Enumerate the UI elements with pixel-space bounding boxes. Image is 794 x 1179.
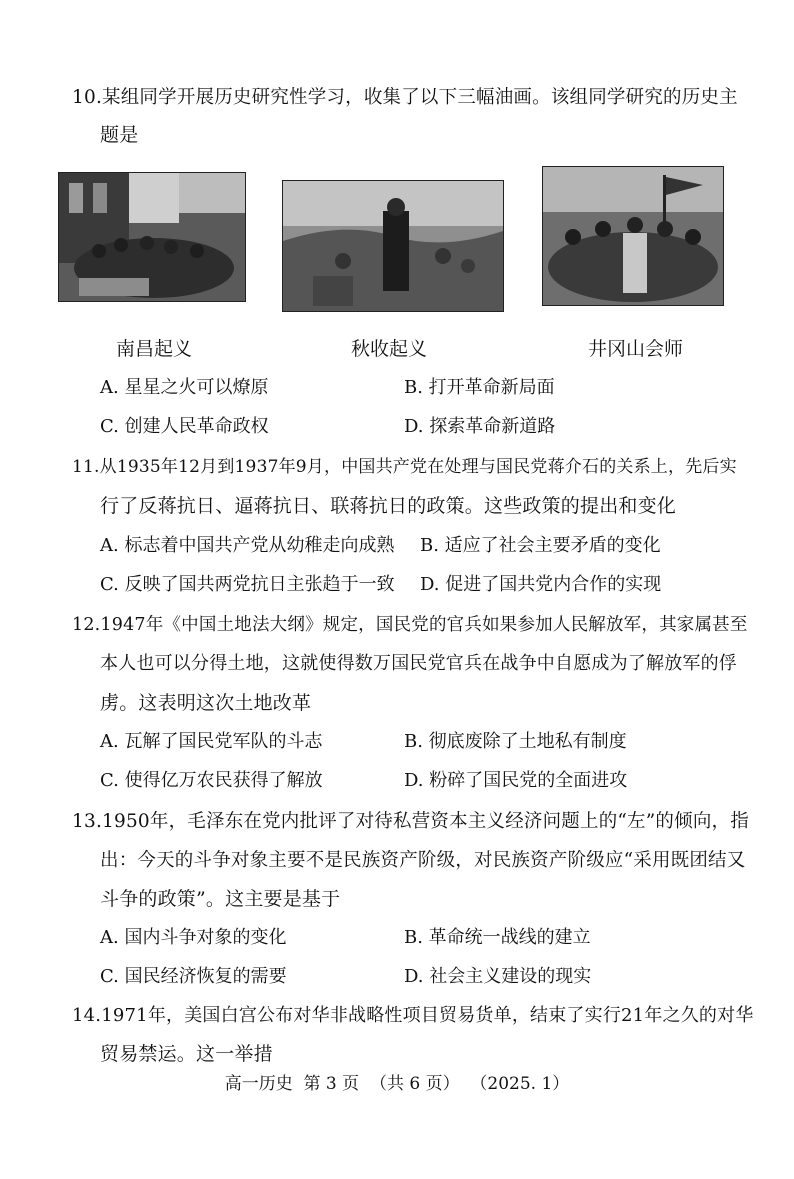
q14-stem-line2: 贸易禁运。这一举措: [100, 1043, 273, 1065]
q10-option-b: B. 打开革命新局面: [404, 377, 555, 398]
q11-stem-line1: 11.从1935年12月到1937年9月，中国共产党在处理与国民党蒋介石的关系上，先后实: [72, 457, 737, 477]
q11-option-a: A. 标志着中国共产党从幼稚走向成熟: [100, 535, 395, 556]
q12-stem-line3: 虏。这表明这次土地改革: [100, 692, 312, 714]
q10-stem-line2: 题是: [100, 124, 139, 146]
q12-option-b: B. 彻底废除了土地私有制度: [404, 731, 627, 752]
q12-stem-line1: 12.1947年《中国土地法大纲》规定，国民党的官兵如果参加人民解放军，其家属甚至: [72, 615, 748, 635]
q13-stem-line2: 出：今天的斗争对象主要不是民族资产阶级，对民族资产阶级应“采用既团结又: [100, 850, 746, 871]
q11-option-b: B. 适应了社会主要矛盾的变化: [420, 535, 661, 556]
caption-autumn-harvest: 秋收起义: [351, 338, 428, 360]
q13-option-d: D. 社会主义建设的现实: [404, 966, 592, 987]
painting-nanchang-uprising: [58, 172, 246, 302]
q13-option-c: C. 国民经济恢复的需要: [100, 966, 287, 987]
page-footer: 高一历史 第 3 页 （共 6 页） （2025. 1）: [224, 1074, 570, 1094]
q12-stem-line2: 本人也可以分得土地，这就使得数万国民党官兵在战争中自愿成为了解放军的俘: [100, 653, 737, 674]
painting-autumn-harvest-uprising: [282, 180, 504, 312]
q12-option-a: A. 瓦解了国民党军队的斗志: [100, 731, 323, 752]
q13-option-b: B. 革命统一战线的建立: [404, 927, 591, 948]
q13-option-a: A. 国内斗争对象的变化: [100, 927, 287, 948]
q10-option-d: D. 探索革命新道路: [404, 416, 556, 437]
q10-option-c: C. 创建人民革命政权: [100, 416, 269, 437]
q11-option-c: C. 反映了国共两党抗日主张趋于一致: [100, 574, 395, 595]
q12-option-c: C. 使得亿万农民获得了解放: [100, 770, 323, 791]
q10-option-a: A. 星星之火可以燎原: [100, 377, 269, 398]
painting-jinggangshan-meeting: [542, 166, 724, 306]
caption-jinggangshan: 井冈山会师: [588, 338, 684, 360]
q13-stem-line3: 斗争的政策”。这主要是基于: [100, 888, 341, 910]
q11-option-d: D. 促进了国共党内合作的实现: [420, 574, 662, 595]
q11-stem-line2: 行了反蒋抗日、逼蒋抗日、联蒋抗日的政策。这些政策的提出和变化: [100, 495, 677, 517]
q10-stem-line1: 10.某组同学开展历史研究性学习，收集了以下三幅油画。该组同学研究的历史主: [72, 87, 738, 108]
q12-option-d: D. 粉碎了国民党的全面进攻: [404, 770, 628, 791]
caption-nanchang: 南昌起义: [116, 338, 193, 360]
q13-stem-line1: 13.1950年，毛泽东在党内批评了对待私营资本主义经济问题上的“左”的倾向，指: [72, 811, 749, 832]
q14-stem-line1: 14.1971年，美国白宫公布对华非战略性项目贸易货单，结束了实行21年之久的对华: [72, 1005, 754, 1026]
